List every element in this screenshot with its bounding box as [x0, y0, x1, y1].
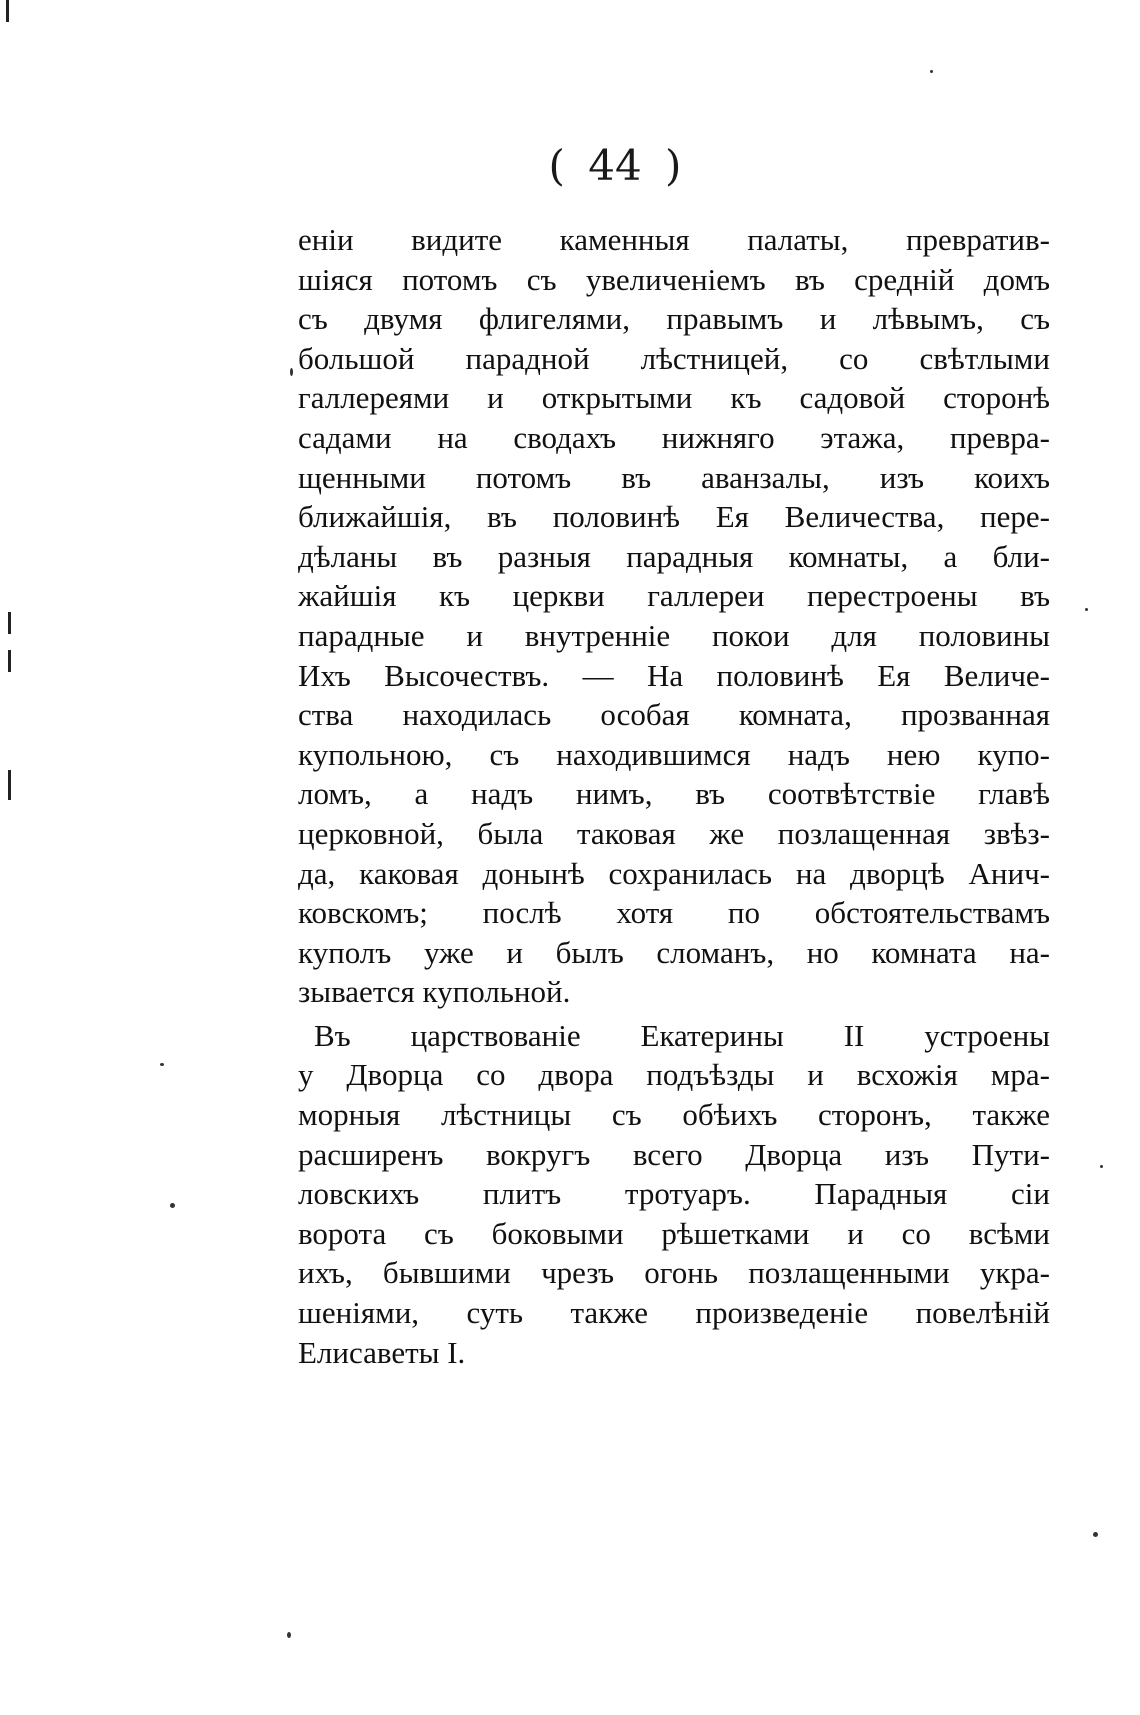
text-line: жайшія къ церкви галлереи перестроены въ [298, 578, 1050, 614]
text-line: большой парадной лѣстницей, со свѣтлыми [298, 340, 1050, 376]
text-line: щенными потомъ въ аванзалы, изъ коихъ [298, 459, 1050, 495]
text-line: ломъ, а надъ нимъ, въ соотвѣтствіе главѣ [298, 776, 1050, 812]
text-line: расширенъ вокругъ всего Дворца изъ Пути- [298, 1136, 1050, 1172]
scan-speck [290, 368, 293, 376]
text-line: купольною, съ находившимся надъ нею купо- [298, 736, 1050, 772]
text-line: Ихъ Высочествъ. — На половинѣ Ея Величе- [298, 657, 1050, 693]
text-line: галлереями и открытыми къ садовой сторонѣ [298, 380, 1050, 416]
text-line: морныя лѣстницы съ обѣихъ сторонъ, также [298, 1097, 1050, 1133]
text-line: зывается купольной. [298, 974, 571, 1010]
text-line: ловскихъ плитъ тротуаръ. Парадныя сіи [298, 1176, 1050, 1212]
text-line: да, каковая донынѣ сохранилась на дворцѣ Анич- [298, 855, 1050, 891]
scan-speck [160, 1063, 164, 1066]
text-line: садами на сводахъ нижняго этажа, превра- [298, 419, 1050, 455]
text-line: парадные и внутренніе покои для половины [298, 617, 1050, 653]
text-line: Елисаветы I. [298, 1334, 466, 1370]
text-line: съ двумя флигелями, правымъ и лѣвымъ, съ [298, 301, 1050, 337]
text-line: у Дворца со двора подъѣзды и всхожія мра- [298, 1057, 1050, 1093]
page-number: ( 44 ) [548, 141, 682, 190]
text-line: ближайшія, въ половинѣ Ея Величества, пере- [298, 499, 1050, 535]
text-line: ковскомъ; послѣ хотя по обстоятельствамъ [298, 895, 1050, 931]
scan-speck [930, 70, 933, 73]
scan-edge-mark [6, 0, 9, 22]
text-line: ихъ, бывшими чрезъ огонь позлащенными укра- [298, 1255, 1050, 1291]
scan-speck [170, 1203, 175, 1208]
text-line: шеніями, суть также произведеніе повелѣній [298, 1295, 1050, 1331]
scan-speck [1100, 1165, 1103, 1168]
body-text [298, 220, 1050, 1372]
text-line: куполъ уже и былъ сломанъ, но комната на- [298, 934, 1050, 970]
text-line: ворота съ боковыми рѣшетками и со всѣми [298, 1215, 1050, 1251]
text-line: шіяся потомъ съ увеличеніемъ въ средній домъ [298, 261, 1050, 297]
text-line: Въ царствованіе Екатерины II устроены [314, 1017, 1050, 1053]
scan-edge-mark [8, 770, 11, 800]
text-line: дѣланы въ разныя парадныя комнаты, а бли- [298, 538, 1050, 574]
scan-speck [1085, 608, 1088, 611]
scan-edge-mark [8, 650, 11, 672]
scan-edge-mark [8, 612, 11, 634]
text-line: церковной, была таковая же позлащенная звѣз- [298, 815, 1050, 851]
text-line: ства находилась особая комната, прозванная [298, 697, 1050, 733]
scan-speck [287, 1632, 291, 1638]
scan-speck [1093, 1532, 1098, 1537]
text-line: еніи видите каменныя палаты, превратив- [298, 222, 1050, 257]
